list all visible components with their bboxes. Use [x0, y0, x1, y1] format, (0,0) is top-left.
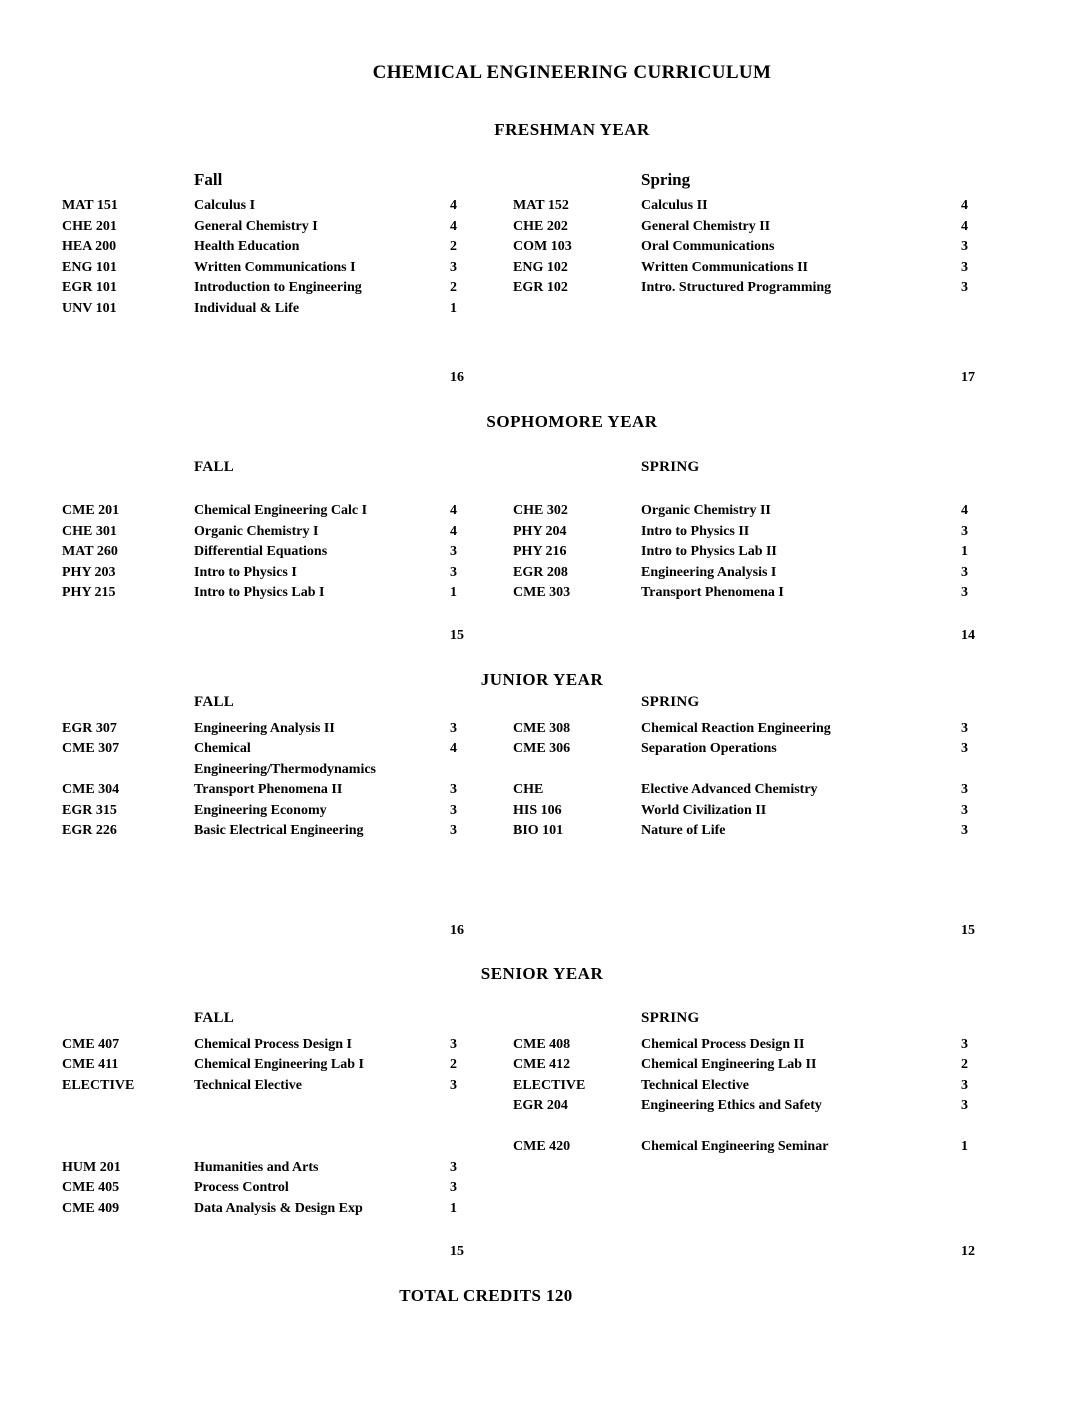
spring-course-credits: 3: [961, 1036, 968, 1052]
fall-course-title-line1: Calculus I: [194, 198, 256, 213]
course-row: [0, 1096, 1088, 1117]
spring-course-title: World Civilization II: [641, 802, 767, 818]
section-junior-year: [0, 671, 1088, 941]
fall-course-credits: 3: [450, 1159, 457, 1175]
fall-course-title: [194, 501, 450, 522]
course-row: [0, 501, 1088, 522]
spring-total-credits: 15: [961, 922, 975, 938]
fall-course-code: CME 307: [62, 741, 120, 756]
fall-course-title-line1: Humanities and Arts: [194, 1159, 319, 1175]
fall-course-title-line1: Chemical: [194, 741, 251, 756]
fall-course-code: EGR 315: [62, 802, 117, 818]
fall-course-title: [194, 542, 450, 563]
spring-course-credits: 3: [961, 259, 968, 275]
fall-course-code: CME 405: [62, 1180, 120, 1195]
fall-course-title-line1: Chemical Engineering Calc I: [194, 503, 368, 518]
spring-course-title: Engineering Ethics and Safety: [641, 1098, 822, 1113]
spring-course-code: BIO 101: [513, 823, 564, 838]
course-row: [0, 196, 1088, 217]
spring-term-label: SPRING: [641, 459, 700, 475]
fall-course-credits: 3: [450, 544, 457, 559]
spring-course-credits: 1: [961, 1139, 968, 1154]
spring-course-credits: 3: [961, 523, 968, 539]
spring-course-title: Chemical Engineering Lab II: [641, 1057, 817, 1072]
fall-term-label: FALL: [194, 693, 235, 710]
spring-course-code: MAT 152: [513, 198, 569, 213]
spring-course-title: Separation Operations: [641, 741, 777, 756]
fall-course-code: UNV 101: [62, 300, 117, 316]
fall-course-title-line1: Differential Equations: [194, 544, 328, 559]
fall-course-title: [194, 278, 450, 299]
course-row: [0, 563, 1088, 584]
spring-course-code: CME 420: [513, 1139, 571, 1154]
spring-course-credits: 3: [961, 782, 968, 797]
fall-course-code: CME 411: [62, 1057, 119, 1072]
spring-course-credits: 3: [961, 1098, 968, 1113]
fall-course-credits: 3: [450, 802, 457, 818]
year-heading-senior: SENIOR YEAR: [480, 963, 604, 983]
course-row: [0, 278, 1088, 299]
fall-course-code: ELECTIVE: [62, 1077, 135, 1093]
spring-course-code: HIS 106: [513, 802, 562, 818]
credit-totals-row: [0, 626, 1088, 646]
fall-course-title: [194, 522, 450, 543]
fall-course-code: MAT 151: [62, 198, 118, 213]
fall-course-title: [194, 1178, 450, 1199]
spring-course-title: Nature of Life: [641, 823, 726, 838]
spring-course-title: Chemical Reaction Engineering: [641, 720, 831, 736]
term-header-spacer: [62, 171, 194, 189]
course-row: [0, 522, 1088, 543]
fall-course-title-line1: Basic Electrical Engineering: [194, 823, 364, 838]
fall-course-title: [194, 821, 450, 842]
spring-course-code: CME 412: [513, 1057, 571, 1072]
spring-course-credits: 3: [961, 280, 968, 295]
credit-totals-row: [0, 1242, 1088, 1262]
fall-course-title-line1: Chemical Process Design I: [194, 1036, 352, 1052]
course-row: [0, 739, 1088, 780]
fall-course-title-line1: Technical Elective: [194, 1077, 302, 1093]
course-row: [0, 237, 1088, 258]
section-sophomore-year: [0, 413, 1088, 646]
spring-course-code: EGR 102: [513, 280, 568, 295]
spring-course-code: EGR 204: [513, 1098, 568, 1113]
spring-course-title: Organic Chemistry II: [641, 503, 771, 518]
fall-course-code: CHE 201: [62, 218, 117, 234]
spring-course-title: Intro to Physics II: [641, 523, 750, 539]
fall-course-title: [194, 1076, 450, 1097]
spring-course-title: Chemical Process Design II: [641, 1036, 805, 1052]
fall-total-credits: 15: [450, 1244, 464, 1259]
fall-course-code: CME 407: [62, 1036, 120, 1052]
spring-course-credits: 3: [961, 741, 968, 756]
spring-course-credits: 3: [961, 720, 968, 736]
term-header-spacer: [62, 694, 194, 710]
spring-course-credits: 3: [961, 823, 968, 838]
fall-course-title-line1: Transport Phenomena II: [194, 782, 343, 797]
term-header-row: [0, 459, 1088, 475]
spring-course-title: Elective Advanced Chemistry: [641, 782, 818, 797]
fall-course-code: PHY 203: [62, 564, 116, 580]
fall-course-credits: 3: [450, 1180, 457, 1195]
spring-course-code: PHY 216: [513, 544, 567, 559]
course-row: [0, 1178, 1088, 1199]
fall-course-title: [194, 739, 450, 780]
course-row: [0, 1076, 1088, 1097]
spring-course-credits: 4: [961, 198, 968, 213]
spring-course-credits: 1: [961, 544, 968, 559]
course-row: [0, 1055, 1088, 1076]
term-header-spacer: [62, 459, 194, 475]
course-row: [0, 1137, 1088, 1158]
course-row: [0, 780, 1088, 801]
spring-course-title: Intro to Physics Lab II: [641, 544, 777, 559]
fall-course-credits: 2: [450, 280, 457, 295]
fall-course-title-line1: General Chemistry I: [194, 218, 318, 234]
fall-course-credits: 3: [450, 782, 457, 797]
fall-course-title: [194, 1035, 450, 1056]
spring-term-label: Spring: [641, 170, 691, 189]
credit-totals-row: [0, 368, 1088, 388]
fall-course-code: CHE 301: [62, 523, 117, 539]
fall-total-credits: 15: [450, 627, 464, 643]
fall-total-credits: 16: [450, 370, 464, 385]
fall-course-credits: 4: [450, 523, 457, 539]
spring-course-credits: 3: [961, 585, 968, 600]
fall-course-code: PHY 215: [62, 585, 116, 600]
course-rows-senior: [0, 1035, 1088, 1220]
fall-total-credits: 16: [450, 922, 464, 938]
fall-course-credits: 4: [450, 741, 457, 756]
spring-course-code: CHE 302: [513, 503, 568, 518]
course-row: [0, 583, 1088, 604]
course-rows-freshman: [0, 196, 1088, 319]
fall-course-title-line1: Written Communications I: [194, 259, 356, 275]
fall-course-title: [194, 780, 450, 801]
fall-term-label: FALL: [194, 1009, 235, 1026]
page-title: CHEMICAL ENGINEERING CURRICULUM: [372, 62, 772, 83]
spring-course-title: Engineering Analysis I: [641, 564, 777, 580]
spring-course-title: Intro. Structured Programming: [641, 280, 832, 295]
course-row: [0, 299, 1088, 320]
course-row: [0, 1158, 1088, 1179]
course-row: [0, 217, 1088, 238]
fall-course-title-line1: Data Analysis & Design Exp: [194, 1200, 363, 1216]
fall-course-code: CME 304: [62, 782, 120, 797]
spring-course-code: CME 408: [513, 1036, 571, 1052]
spring-course-code: CHE: [513, 782, 544, 797]
fall-course-credits: 3: [450, 1036, 457, 1052]
fall-course-title: [194, 258, 450, 279]
fall-course-title-line1: Organic Chemistry I: [194, 523, 319, 539]
term-header-row: [0, 171, 1088, 189]
fall-course-title-line1: Engineering Economy: [194, 802, 327, 818]
spring-course-credits: 3: [961, 802, 968, 818]
fall-course-title: [194, 1055, 450, 1076]
fall-course-code: EGR 226: [62, 823, 117, 838]
credit-totals-row: [0, 921, 1088, 941]
spring-course-credits: 2: [961, 1057, 968, 1072]
section-freshman-year: [0, 121, 1088, 388]
year-heading-freshman: FRESHMAN YEAR: [494, 120, 650, 139]
fall-course-title-line1: Chemical Engineering Lab I: [194, 1057, 364, 1072]
course-row: [0, 719, 1088, 740]
fall-course-title: [194, 196, 450, 217]
fall-course-credits: 2: [450, 239, 457, 254]
course-row: [0, 542, 1088, 563]
spring-course-code: CME 303: [513, 585, 571, 600]
spring-total-credits: 12: [961, 1244, 975, 1259]
spring-course-credits: 3: [961, 564, 968, 580]
fall-course-title-line2: Engineering/Thermodynamics: [194, 761, 377, 777]
spring-course-code: CHE 202: [513, 218, 568, 234]
fall-course-title: [194, 719, 450, 740]
spring-course-title: Technical Elective: [641, 1077, 749, 1093]
fall-course-credits: 3: [450, 564, 457, 580]
spring-course-credits: 4: [961, 503, 968, 518]
spring-course-credits: 3: [961, 239, 968, 254]
fall-course-code: CME 409: [62, 1200, 120, 1216]
fall-course-code: HUM 201: [62, 1159, 121, 1175]
spring-course-code: ELECTIVE: [513, 1077, 586, 1093]
spring-course-title: Transport Phenomena I: [641, 585, 784, 600]
spring-course-code: COM 103: [513, 239, 572, 254]
fall-course-title-line1: Process Control: [194, 1180, 289, 1195]
fall-course-credits: 3: [450, 1077, 457, 1093]
fall-course-code: EGR 101: [62, 280, 117, 295]
section-senior-year: [0, 965, 1088, 1263]
term-header-row: [0, 1010, 1088, 1026]
fall-course-title-line1: Individual & Life: [194, 300, 300, 316]
fall-course-title-line1: Engineering Analysis II: [194, 720, 335, 736]
course-row: [0, 801, 1088, 822]
spring-course-code: PHY 204: [513, 523, 567, 539]
fall-course-title: [194, 563, 450, 584]
spring-term-label: SPRING: [641, 693, 700, 710]
fall-course-code: ENG 101: [62, 259, 117, 275]
fall-course-credits: 1: [450, 585, 457, 600]
fall-course-credits: 3: [450, 259, 457, 275]
course-row: [0, 1035, 1088, 1056]
spring-total-credits: 14: [961, 627, 975, 643]
fall-course-title: [194, 237, 450, 258]
spring-course-code: ENG 102: [513, 259, 568, 275]
fall-course-title: [194, 299, 450, 320]
fall-course-title: [194, 583, 450, 604]
spring-course-title: General Chemistry II: [641, 218, 771, 234]
fall-course-credits: 4: [450, 218, 457, 234]
fall-course-credits: 3: [450, 720, 457, 736]
fall-course-code: MAT 260: [62, 544, 118, 559]
fall-course-credits: 2: [450, 1057, 457, 1072]
fall-course-title: [194, 1199, 450, 1220]
spring-term-label: SPRING: [641, 1009, 700, 1026]
year-heading-sophomore: SOPHOMORE YEAR: [486, 412, 658, 431]
fall-course-title-line1: Intro to Physics I: [194, 564, 297, 580]
term-header-row: [0, 694, 1088, 710]
term-header-spacer: [62, 1010, 194, 1026]
spring-total-credits: 17: [961, 370, 975, 385]
fall-course-credits: 1: [450, 300, 457, 316]
fall-course-code: HEA 200: [62, 239, 117, 254]
spring-course-credits: 4: [961, 218, 968, 234]
fall-course-credits: 3: [450, 823, 457, 838]
spring-course-code: EGR 208: [513, 564, 568, 580]
total-credits-heading: TOTAL CREDITS 120: [399, 1286, 573, 1305]
fall-course-credits: 4: [450, 503, 457, 518]
spring-course-title: Written Communications II: [641, 259, 808, 275]
fall-course-code: CME 201: [62, 503, 120, 518]
fall-course-title-line1: Introduction to Engineering: [194, 280, 362, 295]
fall-course-title: [194, 1158, 450, 1179]
spring-course-credits: 3: [961, 1077, 968, 1093]
course-row: [0, 821, 1088, 842]
fall-course-title-line1: Health Education: [194, 239, 300, 254]
course-row: [0, 1199, 1088, 1220]
year-heading-junior: JUNIOR YEAR: [480, 669, 604, 689]
fall-course-title: [194, 801, 450, 822]
fall-course-title-line1: Intro to Physics Lab I: [194, 585, 325, 600]
course-rows-junior: [0, 719, 1088, 842]
fall-course-credits: 4: [450, 198, 457, 213]
spring-course-title: Chemical Engineering Seminar: [641, 1139, 829, 1154]
course-rows-sophomore: [0, 501, 1088, 604]
spring-course-title: Calculus II: [641, 198, 708, 213]
fall-term-label: FALL: [194, 459, 235, 475]
course-row: [0, 258, 1088, 279]
fall-course-code: EGR 307: [62, 720, 117, 736]
fall-course-credits: 1: [450, 1200, 457, 1216]
spring-course-code: CME 306: [513, 741, 571, 756]
spring-course-title: Oral Communications: [641, 239, 775, 254]
course-row: [0, 1117, 1088, 1138]
spring-course-code: CME 308: [513, 720, 571, 736]
fall-term-label: Fall: [194, 170, 223, 189]
fall-course-title: [194, 217, 450, 238]
